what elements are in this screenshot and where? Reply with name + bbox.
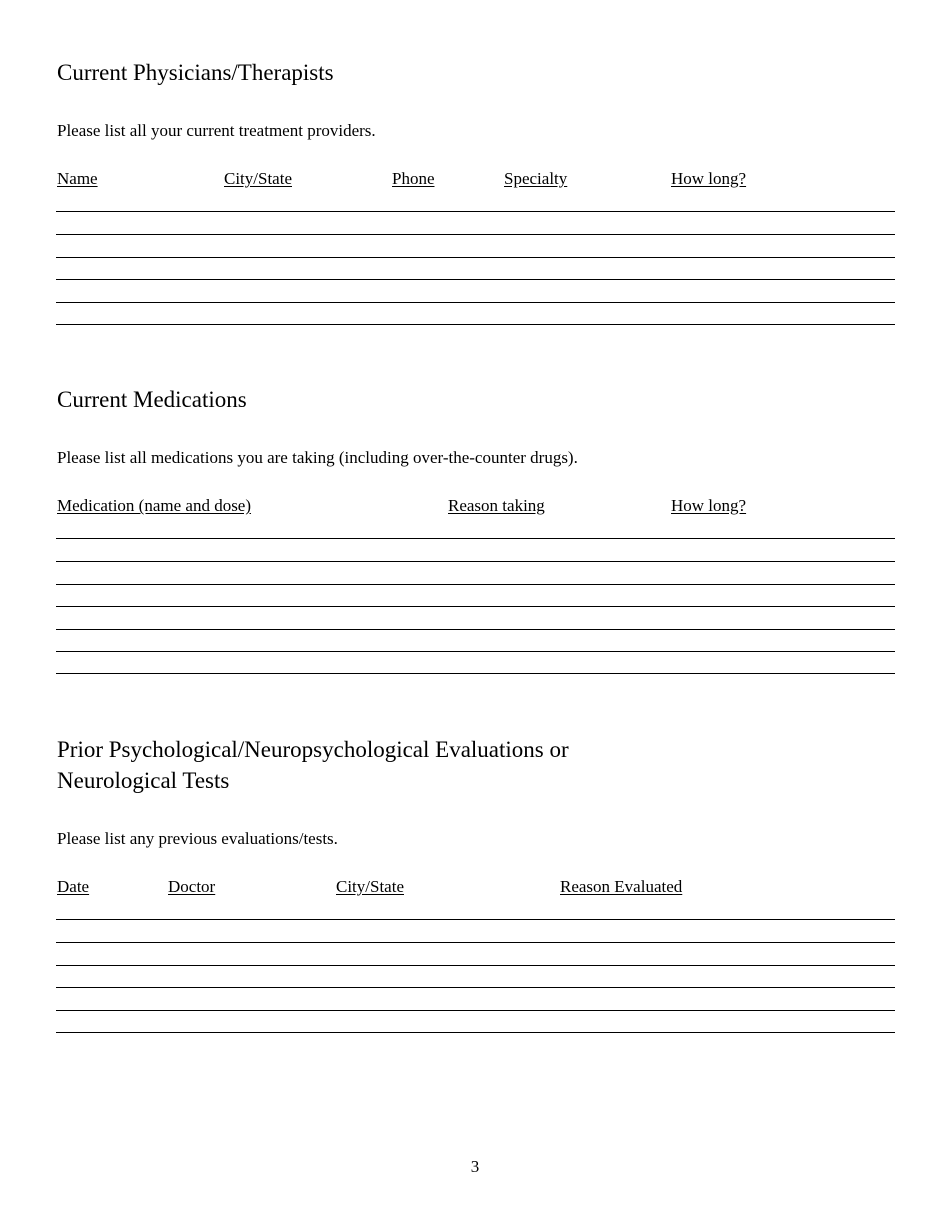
medications-entry-line-5[interactable] (56, 629, 895, 630)
physicians-col-name: Name (57, 169, 98, 188)
physicians-entry-line-3[interactable] (56, 257, 895, 258)
medications-entry-line-3[interactable] (56, 584, 895, 585)
medications-col-how-long: How long? (671, 496, 747, 515)
physicians-entry-line-5[interactable] (56, 302, 895, 303)
evaluations-entry-line-5[interactable] (56, 1010, 895, 1011)
physicians-entry-line-6[interactable] (56, 324, 895, 325)
evaluations-entry-line-3[interactable] (56, 965, 895, 966)
evaluations-entry-line-6[interactable] (56, 1032, 895, 1033)
medications-instruction: Please list all medications you are taking (including over-the-counter drugs). (57, 448, 578, 467)
evaluations-entry-line-2[interactable] (56, 942, 895, 943)
medications-entry-line-6[interactable] (56, 651, 895, 652)
evaluations-entry-line-1[interactable] (56, 919, 895, 920)
medications-entry-line-7[interactable] (56, 673, 895, 674)
physicians-col-how-long: How long? (671, 169, 747, 188)
medications-entry-line-2[interactable] (56, 561, 895, 562)
evaluations-col-reason: Reason Evaluated (560, 877, 683, 896)
physicians-heading: Current Physicians/Therapists (57, 60, 334, 85)
medications-col-medication: Medication (name and dose) (57, 496, 252, 515)
evaluations-col-city-state: City/State (336, 877, 404, 896)
evaluations-heading-line2: Neurological Tests (57, 768, 230, 793)
page-number: 3 (470, 1157, 480, 1176)
evaluations-instruction: Please list any previous evaluations/tests. (57, 829, 338, 848)
medications-col-reason: Reason taking (448, 496, 545, 515)
physicians-entry-line-2[interactable] (56, 234, 895, 235)
medications-heading: Current Medications (57, 387, 247, 412)
evaluations-col-doctor: Doctor (168, 877, 216, 896)
physicians-entry-line-4[interactable] (56, 279, 895, 280)
physicians-col-specialty: Specialty (504, 169, 568, 188)
evaluations-entry-line-4[interactable] (56, 987, 895, 988)
evaluations-col-date: Date (57, 877, 90, 896)
evaluations-heading-line1: Prior Psychological/Neuropsychological Evaluations or (57, 737, 569, 762)
medications-entry-line-4[interactable] (56, 606, 895, 607)
medications-entry-line-1[interactable] (56, 538, 895, 539)
physicians-instruction: Please list all your current treatment providers. (57, 121, 376, 140)
physicians-col-phone: Phone (392, 169, 435, 188)
physicians-entry-line-1[interactable] (56, 211, 895, 212)
physicians-col-city-state: City/State (224, 169, 292, 188)
